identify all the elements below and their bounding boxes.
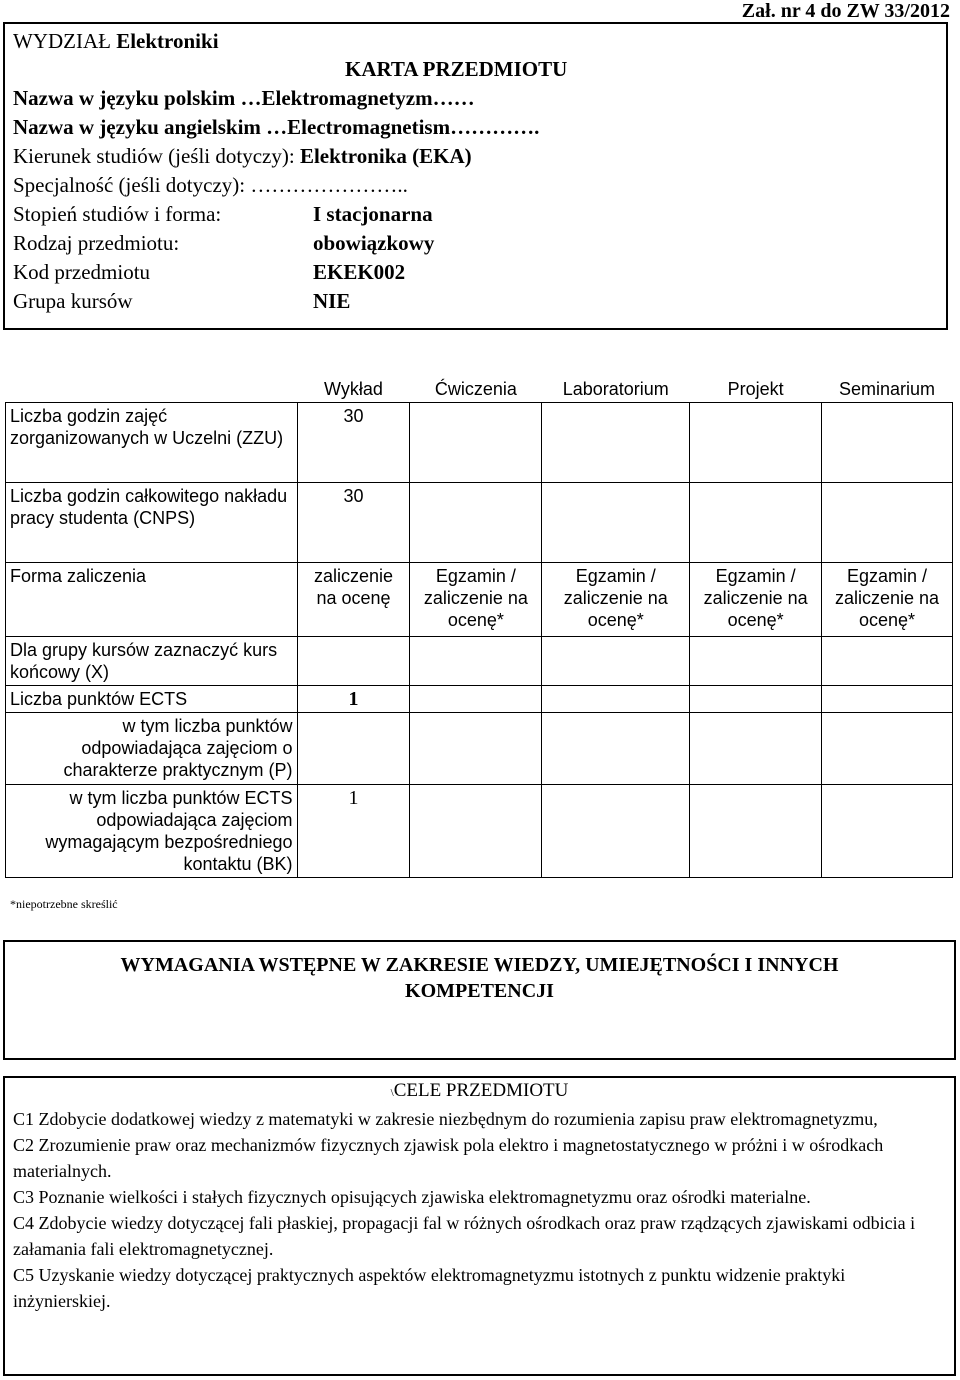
direct-row [6,785,953,878]
code-value: EKEK002 [313,260,406,284]
col-project: Projekt [690,376,822,403]
ects-lecture: 1 [297,686,410,713]
zzu-lecture: 30 [297,403,410,483]
practical-row [6,713,953,785]
hours-table [5,376,953,878]
type-value: obowiązkowy [313,231,435,255]
corner-cell [6,376,298,403]
goals-title: CELE PRZEDMIOTU [393,1080,569,1101]
degree-value: I stacjonarna [313,202,433,226]
form-seminar: Egzamin / zaliczenie na ocenę* [822,563,953,637]
form-exercises: Egzamin / zaliczenie na ocenę* [410,563,542,637]
direct-lecture: 1 [297,785,410,878]
zzu-label: Liczba godzin zajęć zorganizowanych w Uczelni (ZZU) [6,403,298,483]
col-seminar: Seminarium [822,376,953,403]
hours-header-row [6,376,953,403]
ects-laboratory [542,686,690,713]
type-line [13,230,913,256]
final-seminar [822,637,953,686]
goal-item: C3 Poznanie wielkości i stałych fizycznych opisujących zjawiska elektromagnetyzmu oraz ośrodki materialne. [13,1187,811,1207]
requirements-title: WYMAGANIA WSTĘPNE W ZAKRESIE WIEDZY, UMIEJĘTNOŚCI I INNYCH KOMPETENCJI [120,954,839,1002]
goal-item: C5 Uzyskanie wiedzy dotyczącej praktycznych aspektów elektromagnetyzmu istotnych z punktu widzenie praktyki inżynierskiej. [13,1265,846,1311]
goal-item: C1 Zdobycie dodatkowej wiedzy z matematyki w zakresie niezbędnym do rozumienia zapisu praw elektromagnetyzmu, [13,1109,878,1129]
zzu-project [690,403,822,483]
requirements-section [3,940,956,1060]
footnote: *niepotrzebne skreślić [10,897,118,911]
col-lecture: Wykład [297,376,410,403]
code-line [13,259,913,285]
ects-project [690,686,822,713]
cnps-exercises [410,483,542,563]
cnps-seminar [822,483,953,563]
zzu-laboratory [542,403,690,483]
final-laboratory [542,637,690,686]
form-lecture: zaliczenie na ocenę [297,563,410,637]
type-label: Rodzaj przedmiotu: [13,231,180,255]
cnps-row [6,483,953,563]
ects-exercises [410,686,542,713]
specialty-line: Specjalność (jeśli dotyczy): ………………….. [13,173,408,197]
practical-exercises [410,713,542,785]
faculty-label: WYDZIAŁ [13,29,111,53]
ects-seminar [822,686,953,713]
col-laboratory: Laboratorium [542,376,690,403]
direct-project [690,785,822,878]
direct-seminar [822,785,953,878]
practical-laboratory [542,713,690,785]
cnps-lecture: 30 [297,483,410,563]
ects-label: Liczba punktów ECTS [6,686,298,713]
zzu-seminar [822,403,953,483]
final-label: Dla grupy kursów zaznaczyć kurs końcowy (X) [6,637,298,686]
degree-line [13,201,913,227]
goals-title-line [13,1078,946,1106]
goal-item: C2 Zrozumienie praw oraz mechanizmów fizycznych zjawisk pola elektro i magnetostatycznego w próżni i w ośrodkach materialnych. [13,1135,884,1181]
final-row [6,637,953,686]
group-value: NIE [313,289,351,313]
course-card-header [3,22,948,330]
group-label: Grupa kursów [13,289,133,313]
form-laboratory: Egzamin / zaliczenie na ocenę* [542,563,690,637]
card-title: KARTA PRZEDMIOTU [345,57,568,81]
field-value: Elektronika (EKA) [299,144,472,168]
final-exercises [410,637,542,686]
name-english: Nazwa w języku angielskim …Electromagnetism…………. [13,115,540,139]
cnps-project [690,483,822,563]
direct-exercises [410,785,542,878]
goals-prefix: \ [390,1087,394,1099]
name-polish: Nazwa w języku polskim …Elektromagnetyzm…… [13,86,475,110]
form-row [6,563,953,637]
practical-label: w tym liczba punktów odpowiadająca zajęciom o charakterze praktycznym (P) [6,713,298,785]
practical-project [690,713,822,785]
code-label: Kod przedmiotu [13,260,151,284]
cnps-laboratory [542,483,690,563]
degree-label: Stopień studiów i forma: [13,202,222,226]
col-exercises: Ćwiczenia [410,376,542,403]
field-line [13,143,472,169]
attachment-number: Zał. nr 4 do ZW 33/2012 [741,0,950,22]
field-label: Kierunek studiów (jeśli dotyczy): [13,144,295,168]
direct-laboratory [542,785,690,878]
form-project: Egzamin / zaliczenie na ocenę* [690,563,822,637]
goals-section [3,1076,956,1376]
faculty-value: Elektroniki [116,29,219,53]
cnps-label: Liczba godzin całkowitego nakładu pracy studenta (CNPS) [6,483,298,563]
group-line [13,288,913,314]
direct-label: w tym liczba punktów ECTS odpowiadająca zajęciom wymagającym bezpośredniego kontaktu (BK) [6,785,298,878]
final-lecture [297,637,410,686]
zzu-row [6,403,953,483]
form-label: Forma zaliczenia [6,563,298,637]
ects-row [6,686,953,713]
faculty-line [13,28,219,54]
final-project [690,637,822,686]
practical-seminar [822,713,953,785]
practical-lecture [297,713,410,785]
goal-item: C4 Zdobycie wiedzy dotyczącej fali płaskiej, propagacji fal w różnych ośrodkach oraz praw rządzących zjawiskami odbicia i załamania fali elektromagnetycznej. [13,1213,916,1259]
zzu-exercises [410,403,542,483]
